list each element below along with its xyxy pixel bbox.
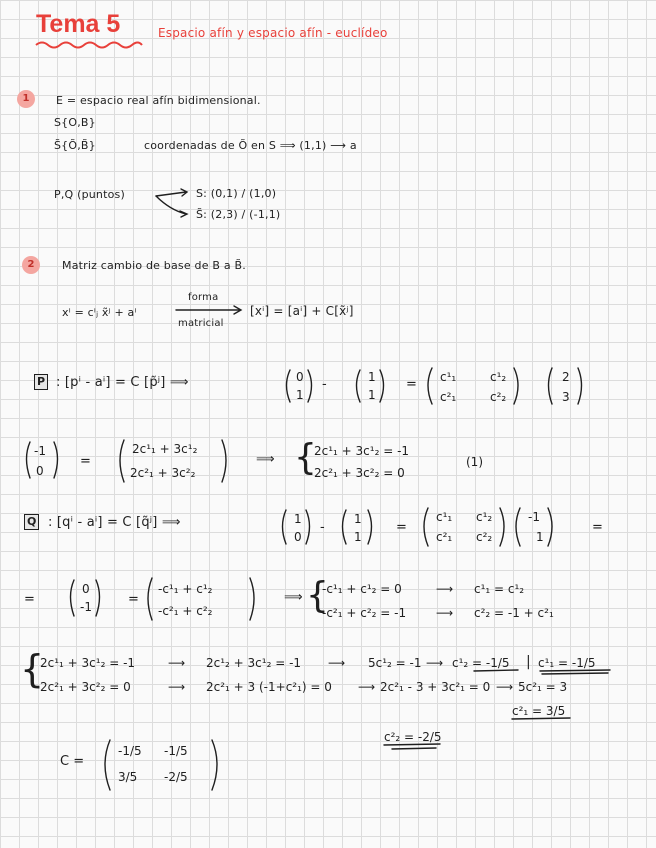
section-1-badge: 1 [17,90,35,108]
p-v3-b: 3 [562,390,570,404]
p-label: P [34,374,48,390]
p-v2-b: 1 [368,388,376,402]
q-m1-b: c¹₂ [476,510,493,524]
q-sys-2: -c²₁ + c²₂ = -1 [322,606,407,620]
q-rhs-a: -c¹₁ + c¹₂ [158,582,213,596]
solve-arrow-2c: ⟶ [496,680,514,694]
q-sys-1: -c¹₁ + c¹₂ = 0 [322,582,402,596]
q-sys-1-res: c¹₁ = c¹₂ [474,582,525,596]
p-rhs-b: 2c²₁ + 3c²₂ [130,466,196,480]
q-trailing-equals: = [592,520,603,535]
s1-points: P,Q (puntos) [54,188,125,201]
q-m1-c: c²₁ [436,530,453,544]
solve-arrow-1b: ⟶ [328,656,346,670]
s2-eq-right: [xⁱ] = [aⁱ] + C[x̃ʲ] [250,304,354,318]
solve-r1e: c¹₁ = -1/5 [538,656,596,670]
solve-r1b: 2c¹₂ + 3c¹₂ = -1 [206,656,302,670]
s1-s-tilde-coords: S̃: (2,3) / (-1,1) [196,208,281,221]
q-eq: : [qⁱ - aⁱ] = C [q̃ʲ] ⟹ [48,515,181,530]
p-lhs-b: 0 [36,464,44,478]
title-underline [34,40,144,50]
s1-line3: S̃{Õ,B̃} [54,139,96,152]
q-v3-b: 1 [536,530,544,544]
p-v1-b: 1 [296,388,304,402]
p-eq: : [pⁱ - aⁱ] = C [p̃ʲ] ⟹ [56,375,189,390]
result-m-b: -1/5 [164,744,188,758]
p-v2-a: 1 [368,370,376,384]
solve-arrow-1a: ⟶ [168,656,186,670]
q-m1-d: c²₂ [476,530,493,544]
q-sys-2-res: c²₂ = -1 + c²₁ [474,606,554,620]
p-sys-tag: (1) [466,455,483,469]
solve-r2d: 5c²₁ = 3 [518,680,568,694]
result-m-c: 3/5 [118,770,138,784]
q-sys-brace: { [306,575,329,616]
s2-forma: forma [188,292,219,303]
p-equals: = [406,377,417,392]
solve-arrow-2a: ⟶ [168,680,186,694]
result-m-a: -1/5 [118,744,142,758]
q-lhs-a: 0 [82,582,90,596]
p-sys-a: 2c¹₁ + 3c¹₂ = -1 [314,444,410,458]
p-lhs-equals: = [80,454,91,469]
s1-coords: coordenadas de Õ en S ⟹ (1,1) ⟶ a [144,139,357,152]
s2-eq-left: xⁱ = cⁱⱼ x̃ʲ + aⁱ [62,306,137,319]
solve-r1d: c¹₂ = -1/5 [452,656,510,670]
p-rhs-a: 2c¹₁ + 3c¹₂ [132,442,198,456]
result-m-d: -2/5 [164,770,188,784]
result-label: C = [60,754,85,769]
p-implies: ⟹ [256,452,275,467]
q-v2-b: 1 [354,530,362,544]
solve-r3: c²₂ = -2/5 [384,730,442,744]
section-2-badge: 2 [22,256,40,274]
solve-brace: { [20,647,45,691]
p-m1-d: c²₂ [490,390,507,404]
s1-line2: S{O,B} [54,116,96,129]
q-lead-equals: = [24,592,35,607]
q-rhs-b: -c²₁ + c²₂ [158,604,213,618]
s2-matricial: matricial [178,318,224,329]
p-sys-b: 2c²₁ + 3c²₂ = 0 [314,466,405,480]
q-equals: = [396,520,407,535]
solve-r1a: 2c¹₁ + 3c¹₂ = -1 [40,656,136,670]
p-sys-brace: { [294,437,317,478]
p-v1-a: 0 [296,370,304,384]
q-arrow-2: ⟶ [436,606,454,620]
q-implies: ⟹ [284,590,303,605]
solve-sep: | [526,654,531,670]
solve-r2a: 2c²₁ + 3c²₂ = 0 [40,680,131,694]
solve-r2c: 2c²₁ - 3 + 3c²₁ = 0 [380,680,491,694]
q-minus: - [320,520,325,535]
q-v1-a: 1 [294,512,302,526]
s1-s-coords: S: (0,1) / (1,0) [196,187,277,200]
q-m1-a: c¹₁ [436,510,453,524]
q-lhs-equals: = [128,592,139,607]
q-v3-a: -1 [528,510,540,524]
solve-r2b: 2c²₁ + 3 (-1+c²₁) = 0 [206,680,332,694]
solve-r1c: 5c¹₂ = -1 [368,656,422,670]
page-title: Tema 5 [36,10,121,38]
solve-arrow-1c: ⟶ [426,656,444,670]
q-arrow-1: ⟶ [436,582,454,596]
s2-heading: Matriz cambio de base de B a B̃. [62,259,246,272]
q-v1-b: 0 [294,530,302,544]
solve-arrow-2b: ⟶ [358,680,376,694]
p-m1-b: c¹₂ [490,370,507,384]
page-subtitle: Espacio afín y espacio afín - euclídeo [158,26,388,40]
p-minus: - [322,377,327,392]
p-m1-c: c²₁ [440,390,457,404]
solve-r2e: c²₁ = 3/5 [512,704,566,718]
q-label: Q [24,514,39,530]
q-v2-a: 1 [354,512,362,526]
p-v3-a: 2 [562,370,570,384]
s1-line1: E = espacio real afín bidimensional. [56,94,261,107]
p-m1-a: c¹₁ [440,370,457,384]
q-lhs-b: -1 [80,600,92,614]
p-lhs-a: -1 [34,444,46,458]
